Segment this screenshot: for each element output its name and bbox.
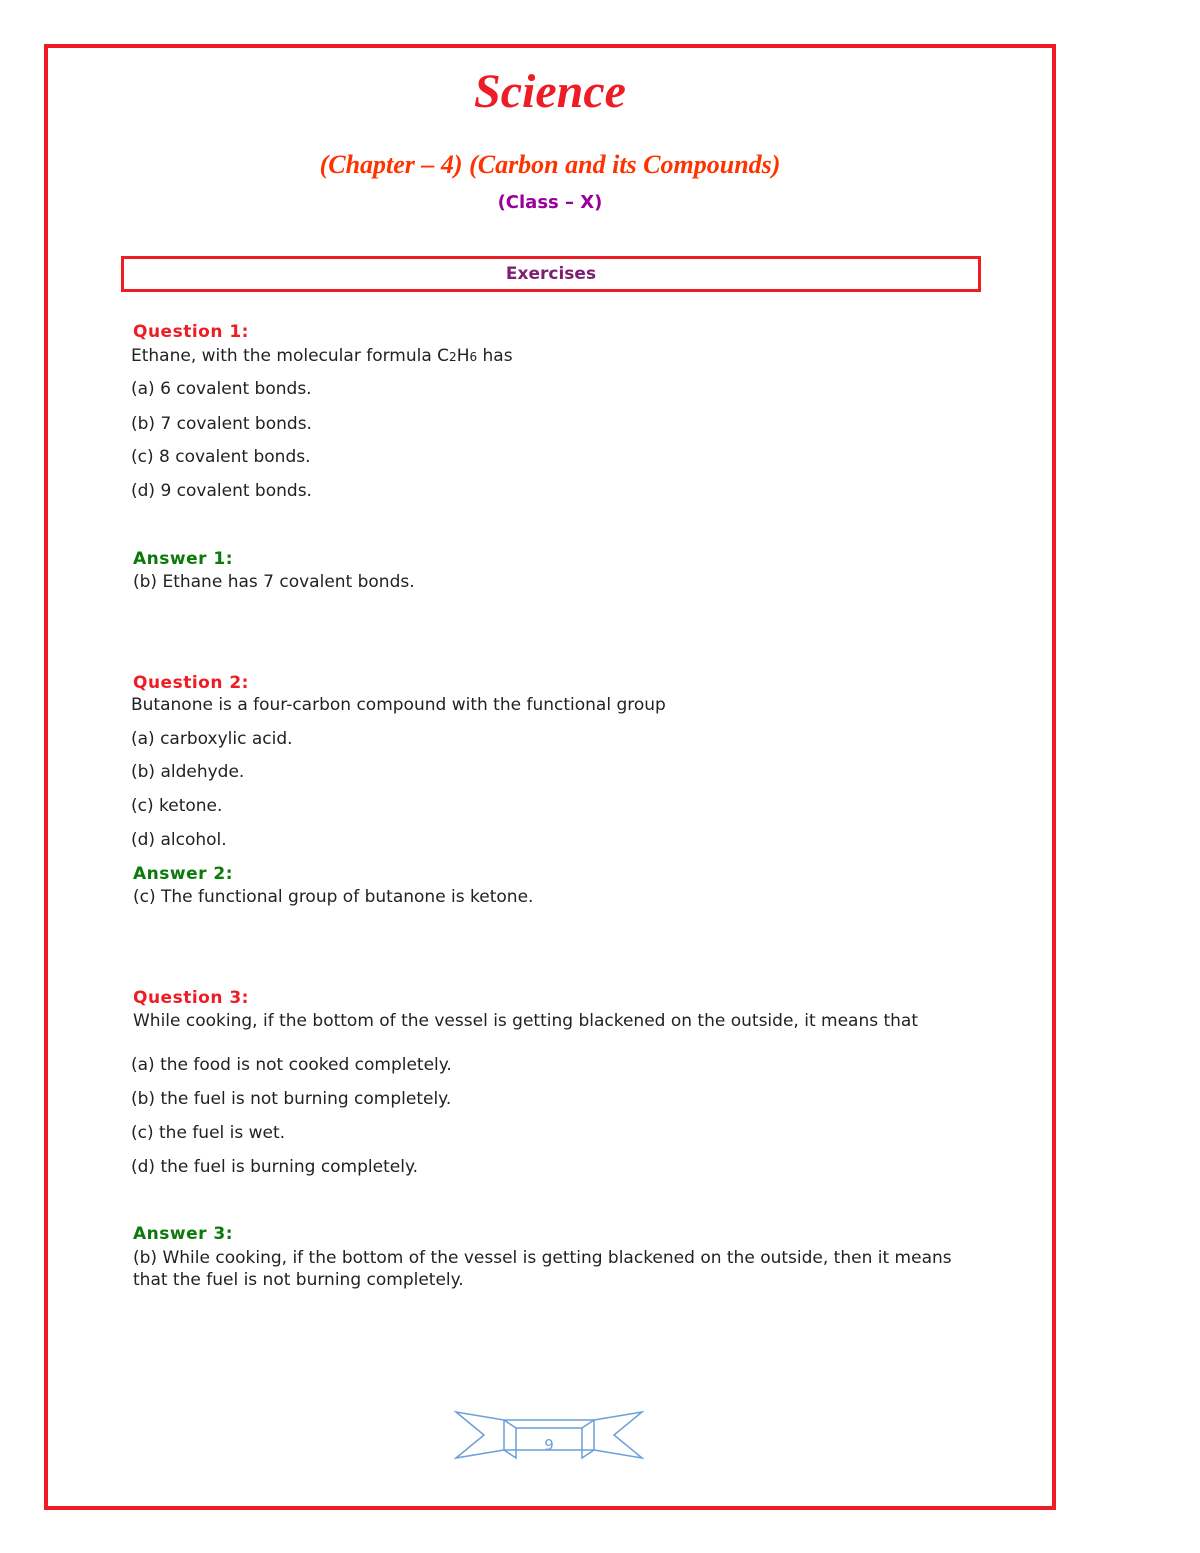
question-3-stem: While cooking, if the bottom of the vessel is getting blackened on the outside, it means that [133, 1011, 919, 1031]
q1-stem-prefix: Ethane, with the molecular formula C [131, 346, 450, 366]
answer-2-text: (c) The functional group of butanone is ketone. [133, 887, 534, 907]
answer-1-text: (b) Ethane has 7 covalent bonds. [133, 572, 415, 592]
q2-option-b: (b) aldehyde. [131, 762, 245, 782]
answer-1-heading: Answer 1: [133, 549, 234, 569]
q3-option-a: (a) the food is not cooked completely. [131, 1055, 452, 1075]
chapter-heading: (Chapter – 4) (Carbon and its Compounds) [319, 150, 781, 179]
question-1-heading: Question 1: [133, 322, 249, 342]
q1-option-b: (b) 7 covalent bonds. [131, 414, 312, 434]
q3-option-d: (d) the fuel is burning completely. [131, 1157, 418, 1177]
q1-stem-suffix: has [477, 346, 513, 366]
q2-option-a: (a) carboxylic acid. [131, 729, 293, 749]
answer-2-heading: Answer 2: [133, 864, 234, 884]
q1-subscript-2: 6 [469, 350, 478, 364]
exercises-heading: Exercises [121, 256, 981, 292]
q1-option-a: (a) 6 covalent bonds. [131, 379, 312, 399]
q1-option-c: (c) 8 covalent bonds. [131, 447, 311, 467]
answer-3-heading: Answer 3: [133, 1224, 234, 1244]
q2-option-d: (d) alcohol. [131, 830, 227, 850]
page-number: 9 [544, 1436, 554, 1454]
question-1-block [133, 322, 973, 342]
question-2-heading: Question 2: [133, 673, 249, 693]
q2-option-c: (c) ketone. [131, 796, 223, 816]
q1-option-d: (d) 9 covalent bonds. [131, 481, 312, 501]
class-label: (Class – X) [497, 192, 603, 213]
q1-subscript-1: 2 [449, 350, 457, 364]
q1-stem-mid: H [456, 346, 470, 366]
page-title: Science [474, 65, 626, 118]
q3-option-b: (b) the fuel is not burning completely. [131, 1089, 452, 1109]
q3-option-c: (c) the fuel is wet. [131, 1123, 286, 1143]
question-2-stem: Butanone is a four-carbon compound with the functional group [131, 695, 666, 715]
question-1-stem [131, 346, 971, 366]
question-3-heading: Question 3: [133, 988, 249, 1008]
answer-3-text: (b) While cooking, if the bottom of the vessel is getting blackened on the outside, then it means that the fuel is not burning completely. [133, 1248, 952, 1290]
